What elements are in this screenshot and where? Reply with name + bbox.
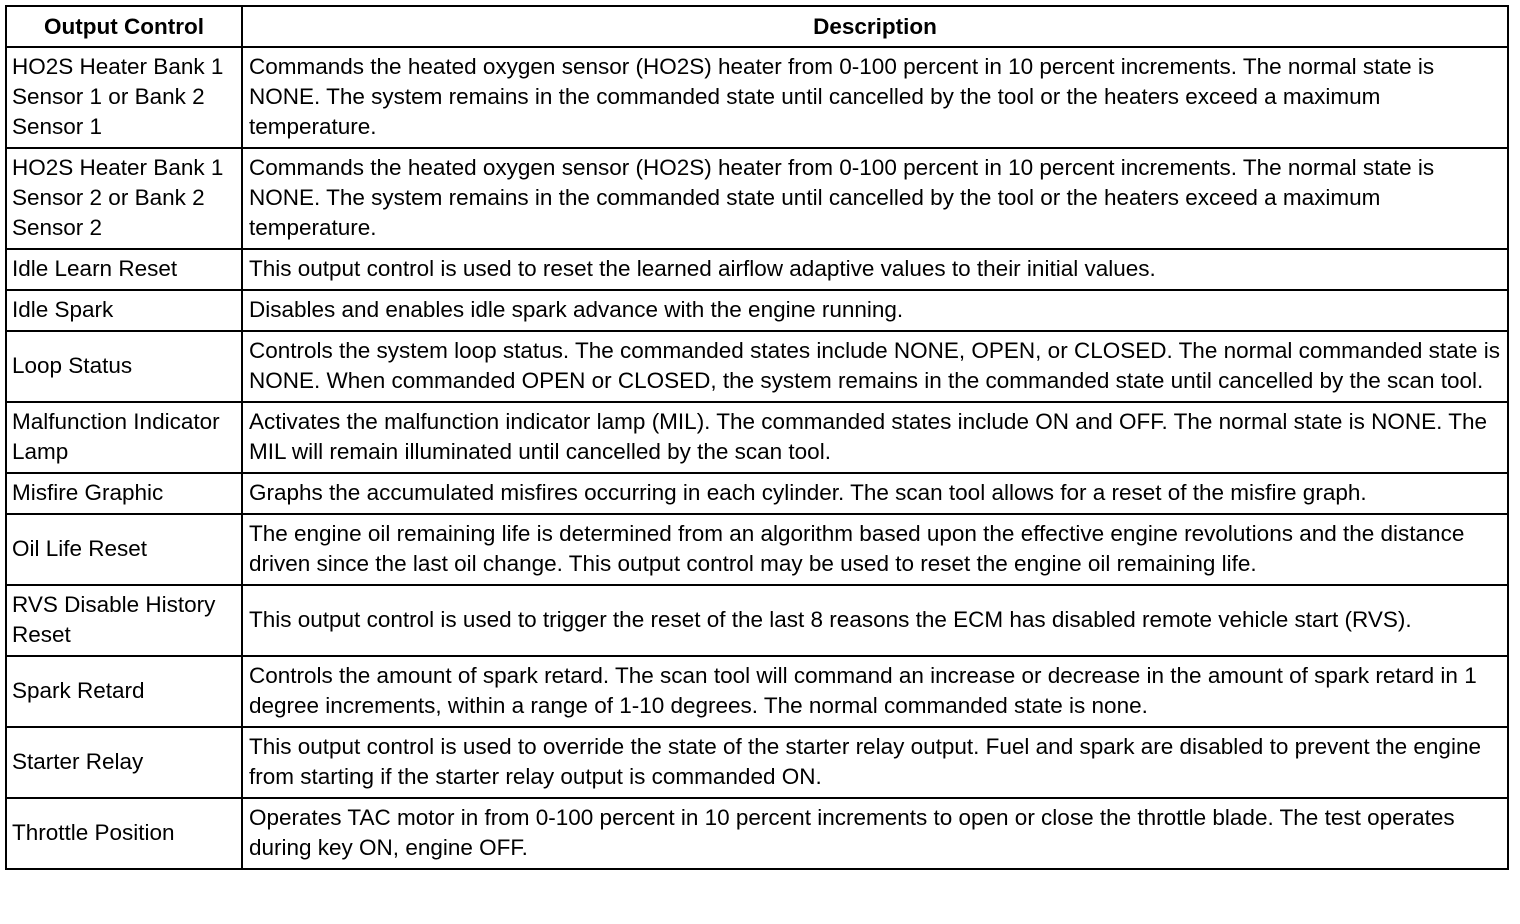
output-control-name: Starter Relay: [6, 727, 242, 798]
output-control-name: HO2S Heater Bank 1 Sensor 1 or Bank 2 Sensor 1: [6, 47, 242, 148]
output-control-description: Commands the heated oxygen sensor (HO2S) heater from 0-100 percent in 10 percent increments. The normal state is NONE. The system remains in the commanded state until cancelled by the tool or the heaters exceed a maximum temperature.: [242, 148, 1508, 249]
output-control-table-container: [5, 5, 1507, 870]
table-row: [6, 727, 1508, 798]
output-control-name: Throttle Position: [6, 798, 242, 869]
table-row: [6, 514, 1508, 585]
table-row: [6, 798, 1508, 869]
output-control-name: Idle Spark: [6, 290, 242, 331]
table-row: [6, 473, 1508, 514]
output-control-name: RVS Disable History Reset: [6, 585, 242, 656]
output-control-description: Disables and enables idle spark advance with the engine running.: [242, 290, 1508, 331]
output-control-description: Commands the heated oxygen sensor (HO2S) heater from 0-100 percent in 10 percent increments. The normal state is NONE. The system remains in the commanded state until cancelled by the tool or the heaters exceed a maximum temperature.: [242, 47, 1508, 148]
table-row: [6, 47, 1508, 148]
output-control-description: This output control is used to override the state of the starter relay output. Fuel and spark are disabled to prevent the engine from starting if the starter relay output is commanded ON.: [242, 727, 1508, 798]
output-control-name: Spark Retard: [6, 656, 242, 727]
table-row: [6, 331, 1508, 402]
table-row: [6, 656, 1508, 727]
output-control-name: HO2S Heater Bank 1 Sensor 2 or Bank 2 Sensor 2: [6, 148, 242, 249]
output-control-description: This output control is used to reset the learned airflow adaptive values to their initial values.: [242, 249, 1508, 290]
column-header-output-control: Output Control: [6, 6, 242, 47]
table-header-row: [6, 6, 1508, 47]
table-row: [6, 290, 1508, 331]
column-header-description: Description: [242, 6, 1508, 47]
output-control-description: Operates TAC motor in from 0-100 percent in 10 percent increments to open or close the throttle blade. The test operates during key ON, engine OFF.: [242, 798, 1508, 869]
output-control-description: Controls the amount of spark retard. The scan tool will command an increase or decrease in the amount of spark retard in 1 degree increments, within a range of 1-10 degrees. The normal commanded state is none.: [242, 656, 1508, 727]
output-control-name: Idle Learn Reset: [6, 249, 242, 290]
output-control-name: Misfire Graphic: [6, 473, 242, 514]
output-control-name: Oil Life Reset: [6, 514, 242, 585]
table-row: [6, 585, 1508, 656]
output-control-description: The engine oil remaining life is determined from an algorithm based upon the effective engine revolutions and the distance driven since the last oil change. This output control may be used to reset the engine oil remaining life.: [242, 514, 1508, 585]
output-control-description: Controls the system loop status. The commanded states include NONE, OPEN, or CLOSED. The normal commanded state is NONE. When commanded OPEN or CLOSED, the system remains in the commanded state until cancelled by the scan tool.: [242, 331, 1508, 402]
output-control-name: Malfunction Indicator Lamp: [6, 402, 242, 473]
output-control-description: Activates the malfunction indicator lamp (MIL). The commanded states include ON and OFF. The normal state is NONE. The MIL will remain illuminated until cancelled by the scan tool.: [242, 402, 1508, 473]
table-row: [6, 148, 1508, 249]
output-control-table: [5, 5, 1509, 870]
table-row: [6, 402, 1508, 473]
output-control-description: Graphs the accumulated misfires occurring in each cylinder. The scan tool allows for a reset of the misfire graph.: [242, 473, 1508, 514]
output-control-description: This output control is used to trigger the reset of the last 8 reasons the ECM has disabled remote vehicle start (RVS).: [242, 585, 1508, 656]
table-row: [6, 249, 1508, 290]
output-control-name: Loop Status: [6, 331, 242, 402]
